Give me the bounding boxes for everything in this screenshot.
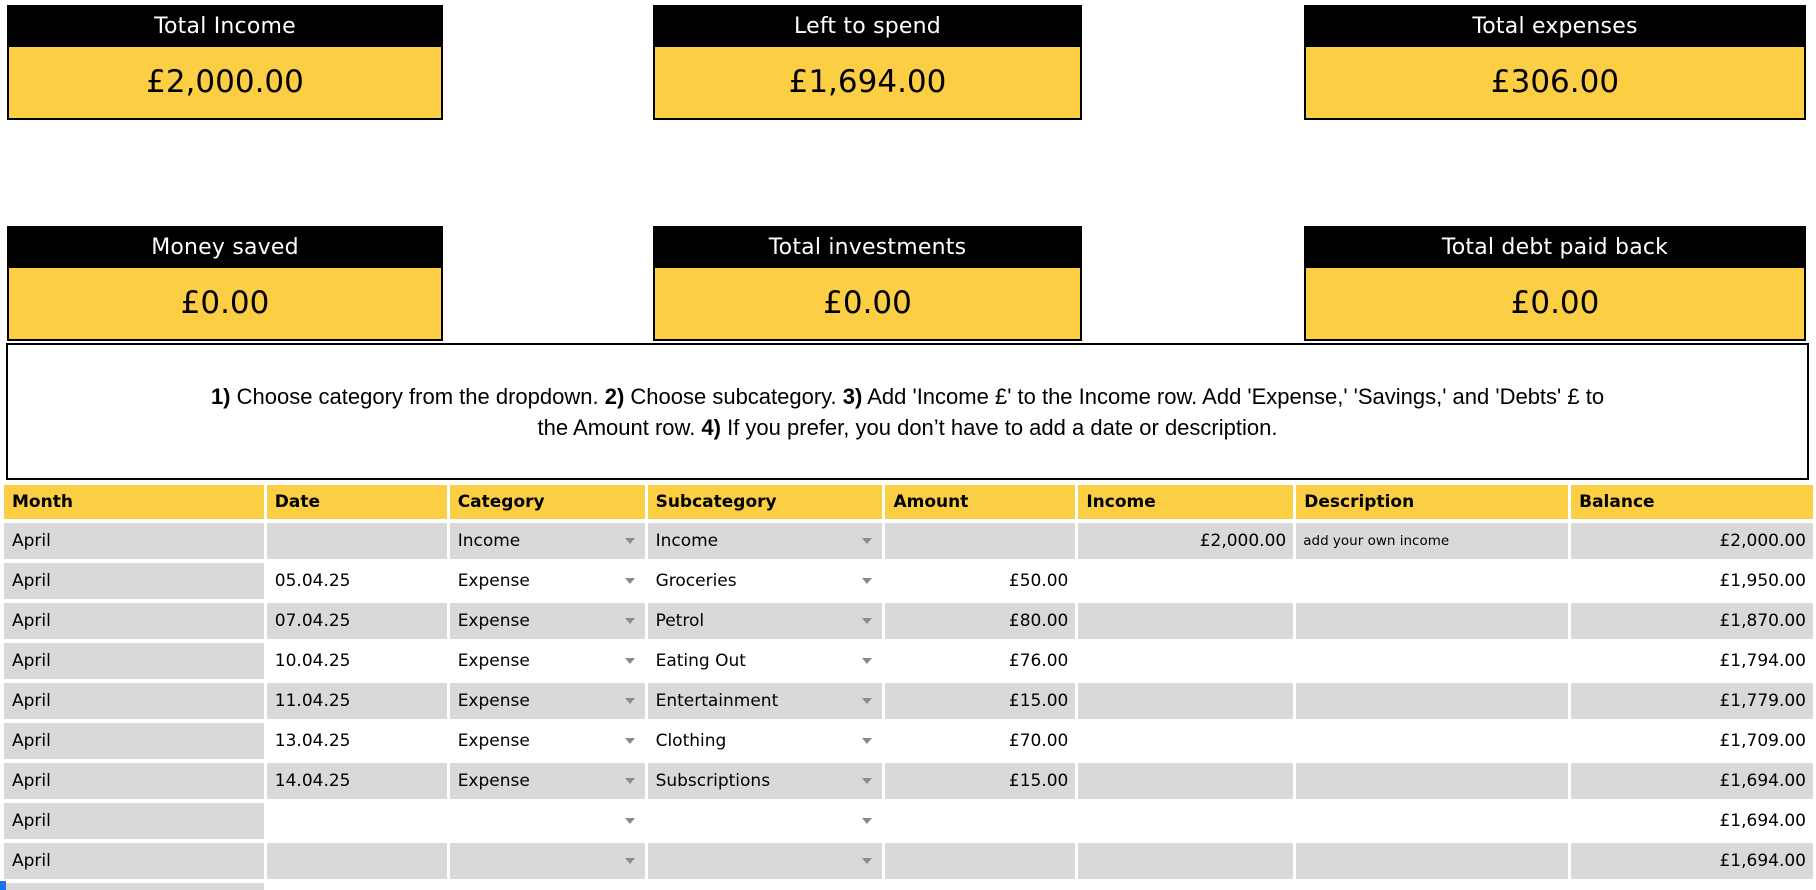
dropdown-arrow-icon[interactable]	[625, 658, 635, 664]
cell-date[interactable]: 10.04.25	[274, 651, 351, 671]
instructions-box	[6, 343, 1809, 480]
cell-category[interactable]: Expense	[450, 643, 645, 679]
summary-card-total-debt-paid-back	[1304, 226, 1806, 341]
cell-subcategory[interactable]: Entertainment	[648, 683, 883, 719]
summary-card-total-investments	[653, 226, 1082, 341]
cell-date[interactable]: 13.04.25	[274, 731, 351, 751]
header-category: Category	[450, 485, 645, 519]
cell-description[interactable]	[1296, 643, 1568, 679]
cell-description[interactable]	[1296, 843, 1568, 879]
cell-subcategory[interactable]: Subscriptions	[648, 763, 883, 799]
header-balance: Balance	[1571, 485, 1813, 519]
card-title: Money saved	[9, 228, 441, 268]
card-value: £1,694.00	[655, 47, 1080, 118]
card-title: Left to spend	[655, 7, 1080, 47]
summary-card-total-income	[7, 5, 443, 120]
table-row	[4, 883, 1813, 890]
dropdown-arrow-icon[interactable]	[625, 578, 635, 584]
card-title: Total investments	[655, 228, 1080, 268]
cell-date[interactable]: 05.04.25	[274, 571, 351, 591]
table-header-row	[4, 485, 1813, 519]
table-row	[4, 643, 1813, 679]
dropdown-arrow-icon[interactable]	[862, 818, 872, 824]
cell-balance[interactable]: £2,000.00	[1571, 523, 1813, 559]
cell-income[interactable]	[1078, 723, 1293, 759]
table-row	[4, 803, 1813, 839]
summary-card-left-to-spend	[653, 5, 1082, 120]
cell-amount[interactable]: £15.00	[885, 683, 1075, 719]
cell-amount[interactable]	[885, 883, 1075, 890]
cell-subcategory[interactable]	[648, 843, 883, 879]
cell-subcategory[interactable]: Clothing	[648, 723, 883, 759]
cell-date[interactable]	[267, 843, 447, 879]
cell-date[interactable]: 14.04.25	[267, 763, 447, 799]
cell-category[interactable]: Expense	[450, 683, 645, 719]
dropdown-arrow-icon[interactable]	[862, 618, 872, 624]
cell-month[interactable]: April	[4, 523, 264, 559]
cell-balance[interactable]: £1,950.00	[1719, 571, 1806, 591]
cell-category[interactable]: Expense	[450, 723, 645, 759]
cell-income[interactable]	[1078, 643, 1293, 679]
dropdown-arrow-icon[interactable]	[625, 858, 635, 864]
cell-description[interactable]	[1296, 723, 1568, 759]
summary-card-money-saved	[7, 226, 443, 341]
cell-subcategory[interactable]: Eating Out	[648, 643, 883, 679]
header-month: Month	[4, 485, 264, 519]
cell-subcategory[interactable]: Petrol	[648, 603, 883, 639]
cell-month[interactable]: April	[4, 763, 264, 799]
table-row	[4, 683, 1813, 719]
dropdown-arrow-icon[interactable]	[625, 538, 635, 544]
header-description: Description	[1296, 485, 1568, 519]
budget-table	[1, 481, 1816, 890]
cell-balance[interactable]: £1,794.00	[1719, 651, 1806, 671]
cell-amount[interactable]	[885, 523, 1075, 559]
cell-date[interactable]: 07.04.25	[267, 603, 447, 639]
dropdown-arrow-icon[interactable]	[625, 738, 635, 744]
dropdown-arrow-icon[interactable]	[862, 738, 872, 744]
cell-subcategory[interactable]: Groceries	[648, 563, 883, 599]
cell-category[interactable]	[450, 843, 645, 879]
header-income: Income	[1078, 485, 1293, 519]
cell-amount[interactable]: £76.00	[1008, 651, 1069, 671]
cell-amount[interactable]: £15.00	[885, 763, 1075, 799]
table-row	[4, 563, 1813, 599]
cell-subcategory[interactable]	[648, 883, 883, 890]
cell-date[interactable]	[267, 883, 447, 890]
card-title: Total debt paid back	[1306, 228, 1804, 268]
card-value: £2,000.00	[9, 47, 441, 118]
cell-amount[interactable]: £80.00	[885, 603, 1075, 639]
cell-month[interactable]: April	[4, 843, 264, 879]
cell-month[interactable]: April	[4, 643, 264, 679]
cell-balance[interactable]: £1,870.00	[1571, 603, 1813, 639]
table-row	[4, 523, 1813, 559]
table-row	[4, 603, 1813, 639]
card-title: Total expenses	[1306, 7, 1804, 47]
cell-month[interactable]	[4, 883, 264, 890]
header-amount: Amount	[885, 485, 1075, 519]
cell-subcategory[interactable]: Income	[648, 523, 883, 559]
instructions-text: 1) Choose category from the dropdown. 2) Choose subcategory. 3) Add 'Income £' to the Income row. Add 'Expense,' 'Savings,' and 'Debts' £ to the Amount row. 4) If you prefer, you don’t have to add a date or description.	[210, 383, 1605, 440]
cell-month[interactable]: April	[4, 803, 264, 839]
cell-income[interactable]	[1078, 803, 1293, 839]
selection-handle[interactable]	[0, 881, 6, 890]
cell-income[interactable]	[1078, 603, 1293, 639]
card-value: £0.00	[655, 268, 1080, 339]
cell-category[interactable]: Expense	[450, 563, 645, 599]
cell-description[interactable]	[1296, 563, 1568, 599]
cell-income[interactable]	[1078, 683, 1293, 719]
dropdown-arrow-icon[interactable]	[862, 858, 872, 864]
dropdown-arrow-icon[interactable]	[862, 578, 872, 584]
header-date: Date	[267, 485, 447, 519]
cell-month[interactable]: April	[4, 563, 264, 599]
header-subcategory: Subcategory	[648, 485, 883, 519]
cell-date[interactable]	[267, 803, 447, 839]
cell-description[interactable]	[1296, 803, 1568, 839]
cell-month[interactable]: April	[4, 683, 264, 719]
cell-income[interactable]	[1078, 563, 1293, 599]
cell-income[interactable]: £2,000.00	[1078, 523, 1293, 559]
cell-amount[interactable]: £50.00	[1008, 571, 1069, 591]
dropdown-arrow-icon[interactable]	[862, 698, 872, 704]
cell-description[interactable]	[1296, 603, 1568, 639]
dropdown-arrow-icon[interactable]	[862, 538, 872, 544]
table-row	[4, 843, 1813, 879]
cell-month[interactable]: April	[4, 723, 264, 759]
cell-balance[interactable]: £1,694.00	[1571, 843, 1813, 879]
cell-amount[interactable]	[885, 843, 1075, 879]
cell-month[interactable]: April	[4, 603, 264, 639]
cell-category[interactable]: Income	[450, 523, 645, 559]
cell-description[interactable]	[1296, 883, 1568, 890]
card-title: Total Income	[9, 7, 441, 47]
card-value: £0.00	[1306, 268, 1804, 339]
cell-category[interactable]: Expense	[450, 603, 645, 639]
dropdown-arrow-icon[interactable]	[625, 778, 635, 784]
card-value: £0.00	[9, 268, 441, 339]
table-row	[4, 763, 1813, 799]
cell-amount[interactable]: £70.00	[1008, 731, 1069, 751]
dropdown-arrow-icon[interactable]	[862, 778, 872, 784]
dropdown-arrow-icon[interactable]	[625, 818, 635, 824]
cell-date[interactable]	[267, 523, 447, 559]
cell-category[interactable]	[450, 803, 645, 839]
table-row	[4, 723, 1813, 759]
cell-category[interactable]: Expense	[450, 763, 645, 799]
dropdown-arrow-icon[interactable]	[625, 698, 635, 704]
cell-description[interactable]: add your own income	[1296, 523, 1568, 559]
cell-income[interactable]	[1078, 883, 1293, 890]
dropdown-arrow-icon[interactable]	[625, 618, 635, 624]
cell-description[interactable]	[1296, 683, 1568, 719]
cell-amount[interactable]	[885, 803, 1075, 839]
card-value: £306.00	[1306, 47, 1804, 118]
cell-balance[interactable]: £1,694.00	[1571, 763, 1813, 799]
cell-category[interactable]	[450, 883, 645, 890]
cell-income[interactable]	[1078, 763, 1293, 799]
summary-card-total-expenses	[1304, 5, 1806, 120]
cell-income[interactable]	[1078, 843, 1293, 879]
cell-date[interactable]: 11.04.25	[267, 683, 447, 719]
cell-balance[interactable]: £1,694.00	[1719, 811, 1806, 831]
dropdown-arrow-icon[interactable]	[862, 658, 872, 664]
cell-description[interactable]	[1296, 763, 1568, 799]
cell-balance[interactable]: £1,779.00	[1571, 683, 1813, 719]
cell-balance[interactable]: £1,709.00	[1719, 731, 1806, 751]
cell-subcategory[interactable]	[648, 803, 883, 839]
cell-balance[interactable]	[1571, 883, 1813, 890]
